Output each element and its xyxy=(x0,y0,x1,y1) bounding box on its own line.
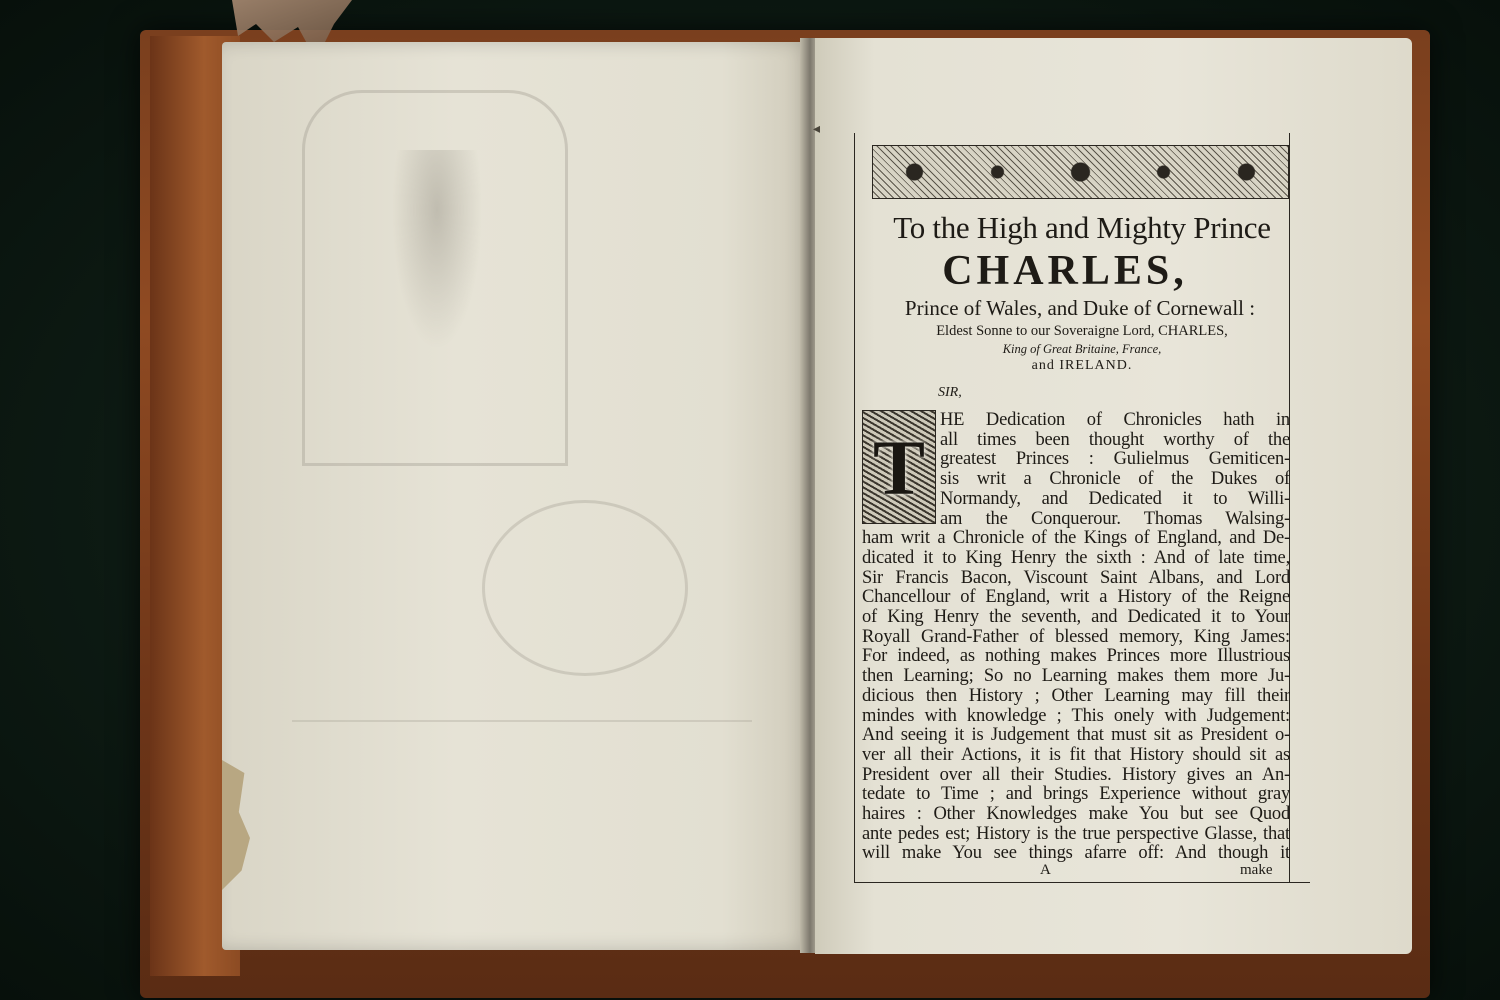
body-text-line: Royall Grand-Father of blessed memory, King James: xyxy=(862,626,1290,647)
page-mark: ◂ xyxy=(813,122,821,137)
body-text-line: dicated it to King Henry the sixth : And of late time, xyxy=(862,547,1290,568)
body-text-line: ham writ a Chronicle of the Kings of England, and De- xyxy=(862,528,1290,548)
dedicatee-title: Prince of Wales, and Duke of Cornewall : xyxy=(904,296,1256,320)
body-text-line: HE Dedication of Chronicles hath in xyxy=(940,410,1290,430)
body-text-line: of King Henry the seventh, and Dedicated it to Your xyxy=(862,607,1290,627)
body-text-line: Chancellour of England, writ a History of the Reigne xyxy=(862,587,1290,607)
body-text-line: am the Conquerour. Thomas Walsing- xyxy=(940,508,1290,529)
dedicatee-realms: King of Great Britaine, France, xyxy=(1002,342,1162,356)
body-text-line: will make You see things afarre off: And though it xyxy=(862,843,1290,864)
body-text-line: President over all their Studies. History gives an An- xyxy=(862,764,1290,785)
body-text-line: all times been thought worthy of the xyxy=(940,429,1290,450)
body-text-line: ver all their Actions, it is fit that History should sit as xyxy=(862,744,1290,765)
initial-letter: T xyxy=(872,424,926,511)
body-text-line: Normandy, and Dedicated it to Willi- xyxy=(940,488,1290,509)
body-text-line: haires : Other Knowledges make You but see Quod xyxy=(862,804,1290,824)
body-text-line: tedate to Time ; and brings Experience without gray xyxy=(862,784,1290,804)
body-text-line: then Learning; So no Learning makes them more Ju- xyxy=(862,666,1290,686)
dedicatee-name: CHARLES, xyxy=(942,248,1188,294)
signature-mark: A xyxy=(1040,862,1051,878)
dedication-heading: To the High and Mighty Prince xyxy=(893,210,1271,245)
frame-rule xyxy=(854,882,1310,883)
body-text-line: And seeing it is Judgement that must sit as President o- xyxy=(862,725,1290,745)
show-through-frontispiece xyxy=(262,70,782,920)
body-text-line: sis writ a Chronicle of the Dukes of xyxy=(940,469,1290,489)
body-text-line: dicious then History ; Other Learning may fill their xyxy=(862,685,1290,706)
ghost-portrait xyxy=(392,150,482,350)
dedicatee-realms-end: and IRELAND. xyxy=(1031,358,1133,373)
body-text-line: greatest Princes : Gulielmus Gemiticen- xyxy=(940,449,1290,470)
body-text-line: ante pedes est; History is the true perspective Glasse, that xyxy=(862,823,1290,844)
decorated-initial xyxy=(862,410,936,524)
salutation: SIR, xyxy=(938,385,962,400)
body-text-line: For indeed, as nothing makes Princes more Illustrious xyxy=(862,646,1290,667)
dedicatee-lineage: Eldest Sonne to our Soveraigne Lord, CHARLES, xyxy=(936,323,1228,339)
headpiece-ornament xyxy=(872,145,1289,199)
ghost-base xyxy=(292,720,752,902)
body-text-line: mindes with knowledge ; This onely with Judgement: xyxy=(862,705,1290,726)
body-text-line: Sir Francis Bacon, Viscount Saint Albans, and Lord xyxy=(862,567,1290,588)
ghost-medallion xyxy=(482,500,688,676)
catchword: make xyxy=(1240,862,1273,878)
